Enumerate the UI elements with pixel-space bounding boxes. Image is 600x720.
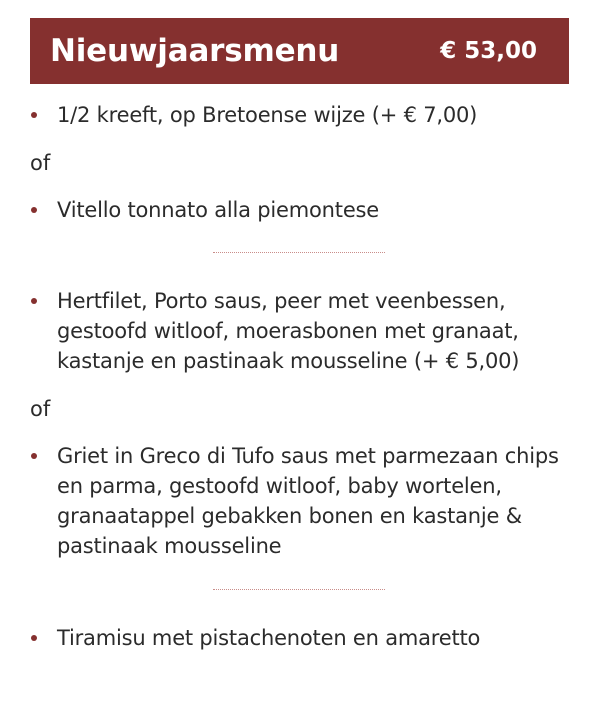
menu-item-main-2 xyxy=(30,441,575,561)
menu-item-main-1 xyxy=(30,286,575,376)
bullet-icon xyxy=(31,298,37,304)
menu-content xyxy=(30,98,575,653)
course-divider xyxy=(213,589,385,590)
bullet-icon xyxy=(31,207,37,213)
or-label: of xyxy=(30,397,51,421)
bullet-icon xyxy=(31,112,37,118)
menu-item-text: Vitello tonnato alla piemontese xyxy=(57,198,380,222)
menu-item-text: Tiramisu met pistachenoten en amaretto xyxy=(57,626,481,650)
menu-title: Nieuwjaarsmenu xyxy=(50,33,340,69)
menu-price: € 53,00 xyxy=(440,38,537,64)
menu-item-dessert xyxy=(30,623,575,653)
menu-item-text: 1/2 kreeft, op Bretoense wijze (+ € 7,00) xyxy=(57,103,478,127)
course-divider xyxy=(213,252,385,253)
menu-item-starter-2 xyxy=(30,195,575,225)
or-label: of xyxy=(30,151,51,175)
bullet-icon xyxy=(31,453,37,459)
menu-item-text: Griet in Greco di Tufo saus met parmezaan chips en parma, gestoofd witloof, baby wortelen, granaatappel gebakken bonen en kastanje & pastinaak mousseline xyxy=(57,444,559,558)
menu-item-text: Hertfilet, Porto saus, peer met veenbessen, gestoofd witloof, moerasbonen met granaat, kastanje en pastinaak mousseline (+ € 5,00) xyxy=(57,289,520,373)
bullet-icon xyxy=(31,635,37,641)
menu-item-starter-1 xyxy=(30,100,575,130)
menu-header xyxy=(30,18,569,84)
